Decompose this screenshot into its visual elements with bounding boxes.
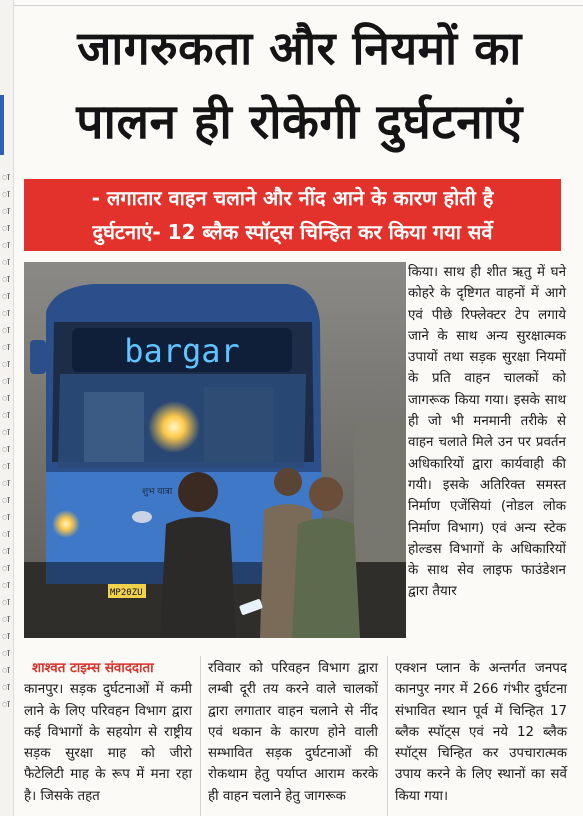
article-right-column: किया। साथ ही शीत ऋतु में घने कोहरे के दृष्टिगत वाहनों में आगे एवं पीछे रिफ्लेक्टर टेप लगाये जाने के साथ अन्य सुरक्षात्मक उपायों तथा सड़क सुरक्षा नियमों के प्रति वाहन चालकों को जागरूक किया गया। इसके साथ ही जो भी मनमानी तरीके से वाहन चलाते मिले उन पर प्रवर्तन अधिकारियों द्वारा कार्यवाही की गयी। इसके अतिरिक्त समस्त निर्माण एजेंसियां (नोडल लोक निर्माण विभाग) एवं अन्य स्टेक होल्डस विभागों के अधिकारियों के साथ सेव लाइफ फाउंडेशन द्वारा तैयार: [408, 265, 566, 600]
column-divider-1: [200, 656, 201, 816]
byline: शाश्वत टाइम्स संवाददाता: [32, 661, 154, 676]
column-divider-2: [387, 656, 388, 816]
article-column-3: एक्शन प्लान के अन्तर्गत जनपद कानपुर नगर में 266 गंभीर दुर्घटना संभावित स्थान पूर्व में चिन्हित 17 ब्लैक स्पॉट्स एवं नये 12 ब्लैक स्पॉट्स चिन्हित कर उपचारात्मक उपाय करने के लिए स्थानों का सर्वे किया गया।: [395, 661, 567, 804]
article-column-2: रविवार को परिवहन विभाग द्वारा लम्बी दूरी तय करने वाले चालकों द्वारा लगातार वाहन चलाने से नींद एवं थकान के कारण होने वाली सम्भावित सड़क दुर्घटनाओं की रोकथाम हेतु पर्याप्त आराम करके ही वाहन चलाने हेतु जागरूक: [208, 661, 378, 804]
top-rule: [14, 0, 583, 6]
bus-checkpoint-illustration: [24, 262, 406, 638]
article-column-1: [24, 658, 192, 807]
subheadline-line-1: - लगातार वाहन चलाने और नींद आने के कारण होती है: [91, 186, 494, 210]
bus-number-plate: MP20ZU: [110, 588, 143, 598]
headline-line-2: पालन ही रोकेगी दुर्घटनाएं: [76, 94, 523, 150]
bus-destination-display: bargar: [124, 332, 240, 370]
headline-line-1: जागरुकता और नियमों का: [77, 21, 522, 75]
adjacent-column-blue-bar: [0, 95, 4, 155]
adjacent-column-strip: [0, 0, 14, 816]
adjacent-column-text: ा ा ा ा ा ा ा ा ा ा ा ा ा ा ा ा ा ा ा ा ा ा ा ा ा ा ा ा ा ा ा ा: [2, 173, 10, 710]
subheadline-line-2: दुर्घटनाएं- 12 ब्लैक स्पॉट्स चिन्हित कर किया गया सर्वे: [92, 220, 493, 244]
bus-brand-label: शुभ यात्रा: [142, 487, 173, 497]
subheadline-band: [24, 179, 561, 251]
news-photo: [24, 262, 406, 638]
article-column-1-text: कानपुर। सड़क दुर्घटनाओं में कमी लाने के लिए परिवहन विभाग द्वारा कई विभागों के सहयोग से राष्ट्रीय सड़क सुरक्षा माह को जीरो फैटेलिटी माह के रूप में मना रहा है। जिसके तहत: [24, 682, 192, 804]
